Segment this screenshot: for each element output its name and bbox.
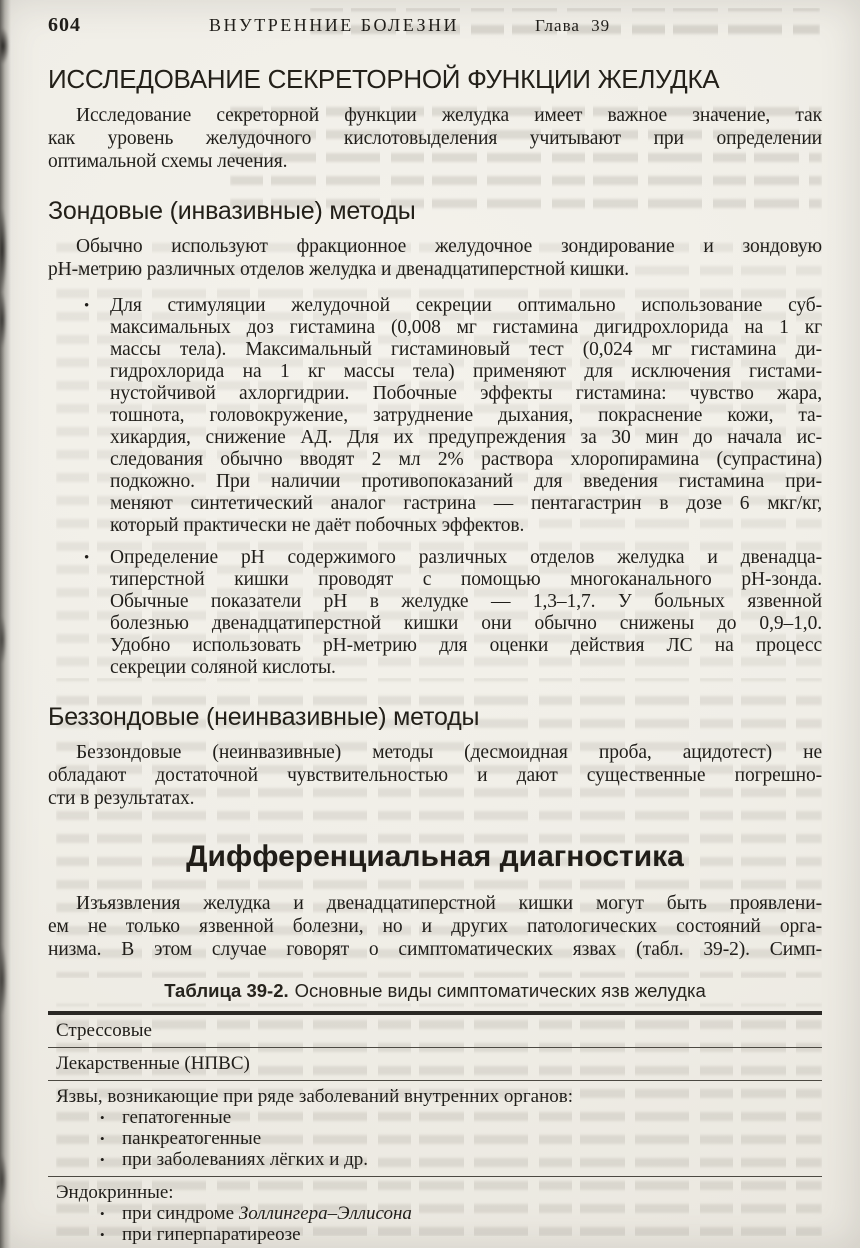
table-sub-item <box>56 1203 816 1224</box>
table-row-drug <box>48 1048 822 1081</box>
table-row-endocrine <box>48 1177 822 1248</box>
table-sub-item <box>56 1107 816 1128</box>
table-sub-item <box>56 1224 816 1245</box>
table-sub-item-text: при гиперпаратиреозе <box>122 1224 301 1245</box>
table-sub-item-text: гепатогенные <box>122 1107 232 1128</box>
table-sub-item <box>56 1128 816 1149</box>
subsection-title-probe-methods: Зондовые (инвазивные) методы <box>48 197 416 225</box>
table-cell: Стрессовые <box>56 1020 152 1041</box>
text-line: Обычно используют фракционное желудочное зондирование и зондовую <box>76 236 822 257</box>
table-caption-text: Основные виды симптоматических язв желудка <box>294 980 706 1001</box>
symptomatic-ulcers-table <box>48 1011 822 1248</box>
text-line: который практически не даёт побочных эффектов. <box>110 515 525 536</box>
text-line: низма. В этом случае говорят о симптоматических язвах (табл. 39-2). Симп- <box>48 939 822 960</box>
text-line: максимальных доз гистамина (0,008 мг гистамина дигидрохлорида на 1 кг <box>110 317 822 338</box>
bullet-icon: • <box>100 1227 105 1242</box>
paragraph-differential-intro <box>48 892 822 961</box>
list-item-text <box>110 295 822 537</box>
scan-edge-marks <box>0 0 18 1248</box>
paragraph-secretory-intro <box>48 104 822 173</box>
paragraph-probeless <box>48 741 822 810</box>
text-line: обладают достаточной чувствительностью и дают существенные погрешно- <box>48 765 822 786</box>
text-line: Исследование секреторной функции желудка имеет важное значение, так <box>76 105 822 126</box>
bullet-list <box>48 295 822 679</box>
bullet-icon: • <box>100 1152 105 1167</box>
table-sub-item-text: при заболеваниях лёгких и др. <box>122 1149 369 1170</box>
running-title: ВНУТРЕННИЕ БОЛЕЗНИ <box>209 15 459 35</box>
text-line: нустойчивой ахлоргидрии. Побочные эффекты гистамина: чувство жара, <box>110 383 822 404</box>
bullet-icon: • <box>84 550 90 566</box>
text-line: рН-метрию различных отделов желудка и двенадцатиперстной кишки. <box>48 259 630 280</box>
table-sub-item-text: при синдроме <box>122 1203 239 1224</box>
text-line: подкожно. При наличии противопоказаний для введения гистамина при- <box>110 471 822 492</box>
list-item-ph-metry <box>48 547 822 679</box>
bullet-icon: • <box>100 1110 105 1125</box>
text-line: Удобно использовать рН-метрию для оценки действия ЛС на процесс <box>110 635 822 656</box>
table-caption <box>48 979 822 1003</box>
table-row-stress <box>48 1015 822 1048</box>
bullet-icon: • <box>100 1206 105 1221</box>
text-line: гидрохлорида на 1 кг массы тела) применяют для исключения гистами- <box>110 361 822 382</box>
text-line: хикардия, снижение АД. Для их предупреждения за 30 мин до начала ис- <box>110 427 822 448</box>
text-line: Определение рН содержимого различных отделов желудка и двенадца- <box>110 547 822 568</box>
paragraph-probe-intro <box>48 235 822 281</box>
text-line: тошнота, головокружение, затруднение дыхания, покраснение кожи, та- <box>110 405 822 426</box>
table-cell: Эндокринные: <box>56 1182 174 1203</box>
text-line: Для стимуляции желудочной секреции оптимально использование суб- <box>110 295 822 316</box>
text-line: болезнью двенадцатиперстной кишки они обычно снижены до 0,9–1,0. <box>110 613 822 634</box>
section-title-differential-diagnosis: Дифференциальная диагностика <box>186 840 684 873</box>
list-item-histamine <box>48 295 822 537</box>
text-line: секреции соляной кислоты. <box>110 657 336 678</box>
table-sub-item <box>56 1149 816 1170</box>
page-number: 604 <box>48 14 81 36</box>
chapter-label: Глава 39 <box>535 16 611 35</box>
text-line: сти в результатах. <box>48 788 195 809</box>
table-cell: Лекарственные (НПВС) <box>56 1053 250 1074</box>
bullet-icon: • <box>100 1131 105 1146</box>
section-title-secretory-function: ИССЛЕДОВАНИЕ СЕКРЕТОРНОЙ ФУНКЦИИ ЖЕЛУДКА <box>48 64 720 94</box>
table-cell: Язвы, возникающие при ряде заболеваний внутренних органов: <box>56 1086 574 1107</box>
bullet-icon: • <box>84 298 90 314</box>
table-row-organ-diseases <box>48 1081 822 1177</box>
text-line: меняют синтетический аналог гастрина — пентагастрин в дозе 6 мкг/кг, <box>110 493 822 514</box>
text-line: массы тела). Максимальный гистаминовый тест (0,024 мг гистамина ди- <box>110 339 822 360</box>
subsection-title-probeless-methods: Беззондовые (неинвазивные) методы <box>48 703 480 731</box>
text-line: типерстной кишки проводят с помощью многоканального рН-зонда. <box>110 569 822 590</box>
table-sub-item-text: панкреатогенные <box>122 1128 262 1149</box>
text-line: следования обычно вводят 2 мл 2% раствора хлоропирамина (супрастина) <box>110 449 822 470</box>
text-line: Беззондовые (неинвазивные) методы (десмоидная проба, ацидотест) не <box>76 742 822 763</box>
text-line: как уровень желудочного кислотовыделения учитывают при определении <box>48 128 822 149</box>
text-line: Обычные показатели рН в желудке — 1,3–1,7. У больных язвенной <box>110 591 822 612</box>
text-line: оптимальной схемы лечения. <box>48 151 288 172</box>
running-header <box>48 14 822 40</box>
table-caption-label: Таблица 39-2. <box>164 980 289 1001</box>
list-item-text <box>110 547 822 679</box>
text-line: ем не только язвенной болезни, но и других патологических состояний орга- <box>48 916 822 937</box>
text-line: Изъязвления желудка и двенадцатиперстной кишки могут быть проявлени- <box>76 893 822 914</box>
table-sub-item-italic: Золлингера–Эллисона <box>238 1203 412 1224</box>
